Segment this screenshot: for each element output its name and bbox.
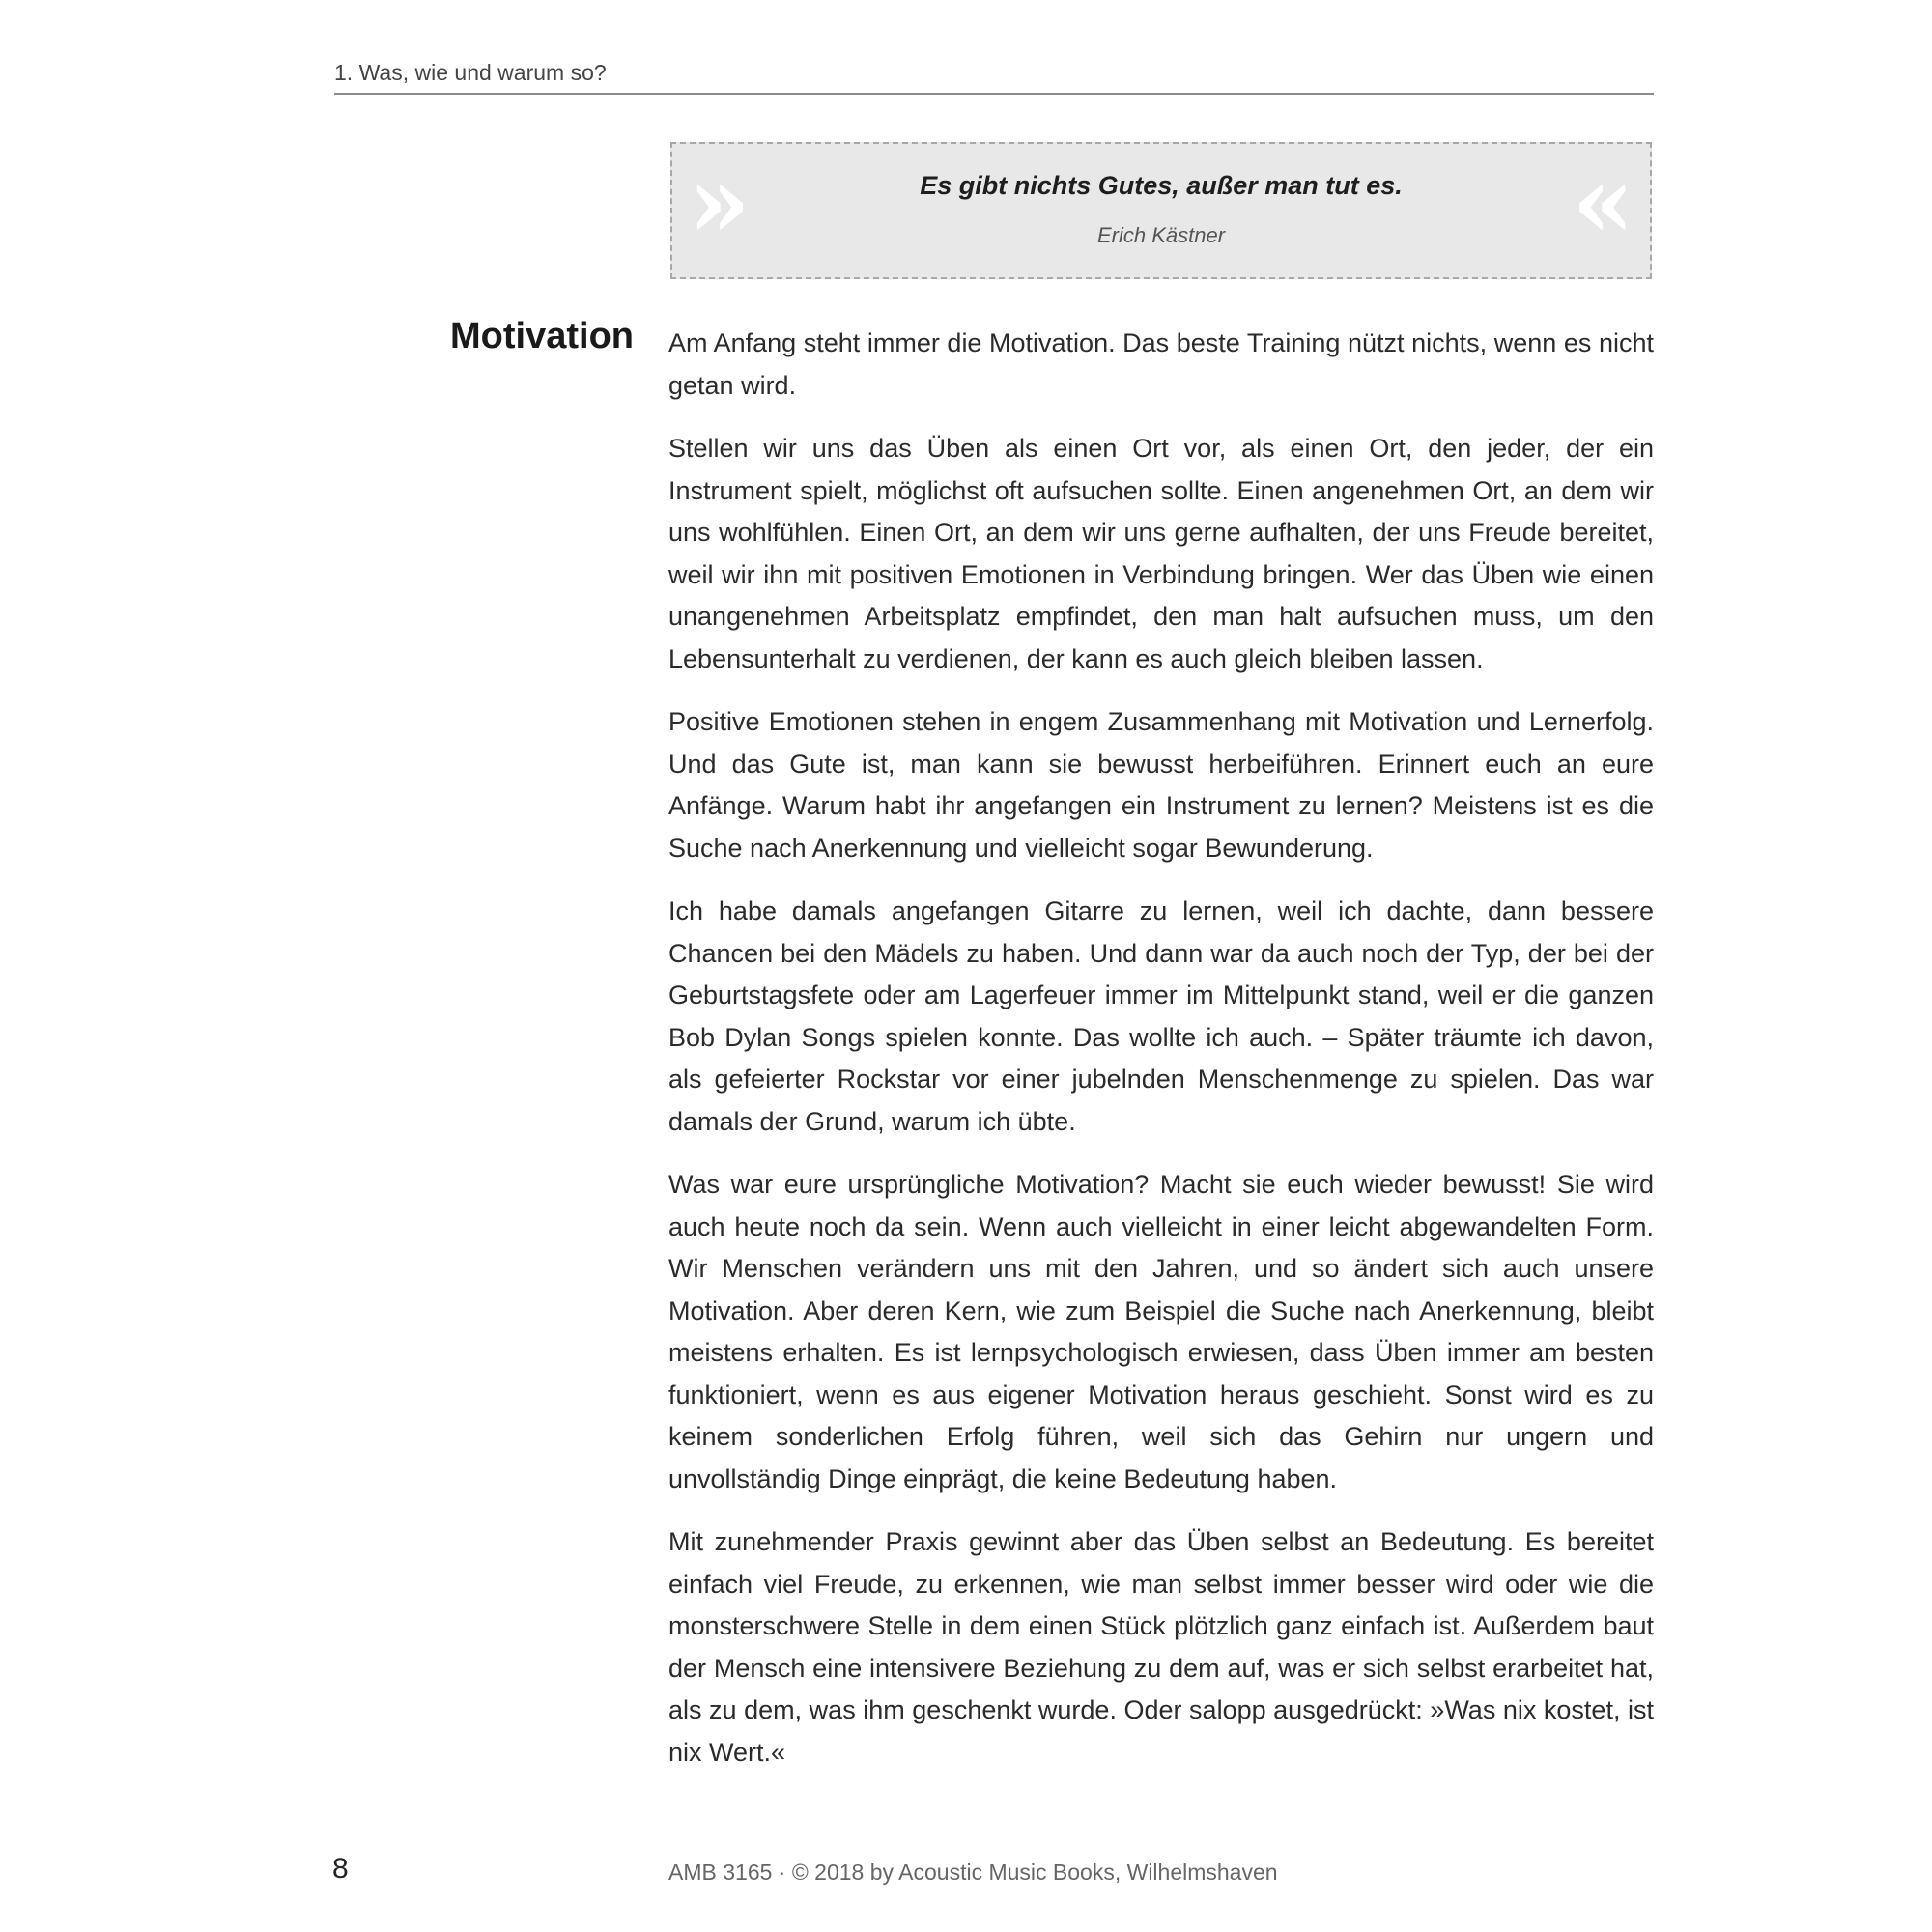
paragraph: Mit zunehmender Praxis gewinnt aber das Üben selbst an Bedeutung. Es bereitet einfach viel Freude, zu erkennen, wie man selbst immer besser wird oder wie die monsterschwere Stelle in dem einen Stück plötzlich ganz einfach ist. Außerdem baut der Mensch eine intensivere Beziehung zu dem auf, was er sich selbst erarbeitet hat, als zu dem, was ihm geschenkt wurde. Oder salopp ausgedrückt: »Was nix kostet, ist nix Wert.«	[668, 1527, 1654, 1767]
paragraph: Ich habe damals angefangen Gitarre zu lernen, weil ich dachte, dann bessere Chancen bei den Mädels zu haben. Und dann war da auch noch der Typ, der bei der Geburtstagsfete oder am Lagerfeuer immer im Mittelpunkt stand, weil er die ganzen Bob Dylan Songs spielen konnte. Das wollte ich auch. – Später träumte ich davon, als gefeierter Rockstar vor einer jubelnden Menschenmenge zu spielen. Das war damals der Grund, warum ich übte.	[668, 896, 1654, 1136]
close-guillemet-icon: «	[1572, 142, 1634, 261]
paragraph: Am Anfang steht immer die Motivation. Das beste Training nützt nichts, wenn es nicht getan wird.	[668, 328, 1654, 400]
open-guillemet-icon: »	[688, 142, 751, 261]
paragraph: Positive Emotionen stehen in engem Zusammenhang mit Motivation und Lernerfolg. Und das Gute ist, man kann sie bewusst herbeiführen. Erinnert euch an eure Anfänge. Warum habt ihr angefangen ein Instrument zu lernen? Meistens ist es die Suche nach Anerkennung und vielleicht sogar Bewunderung.	[668, 707, 1654, 863]
paragraph: Was war eure ursprüngliche Motivation? Macht sie euch wieder bewusst! Sie wird auch heute noch da sein. Wenn auch vielleicht in einer leicht abgewandelten Form. Wir Menschen verändern uns mit den Jahren, und so ändert sich auch unsere Motivation. Aber deren Kern, wie zum Beispiel die Suche nach Anerkennung, bleibt meistens erhalten. Es ist lernpsychologisch erwiesen, dass Üben immer am besten funktioniert, wenn es aus eigener Motivation heraus geschieht. Sonst wird es zu keinem sonderlichen Erfolg führen, weil sich das Gehirn nur ungern und unvollständig Dinge einprägt, die keine Bedeutung haben.	[668, 1170, 1654, 1493]
paragraph: Stellen wir uns das Üben als einen Ort vor, als einen Ort, den jeder, der ein Instrument spielt, möglichst oft aufsuchen sollte. Einen angenehmen Ort, an dem wir uns wohlfühlen. Einen Ort, an dem wir uns gerne aufhalten, der uns Freude bereitet, weil wir ihn mit positiven Emotionen in Verbindung bringen. Wer das Üben wie einen unangenehmen Arbeitsplatz empfindet, den man halt aufsuchen muss, um den Lebensunterhalt zu verdienen, der kann es auch gleich bleiben lassen.	[668, 434, 1654, 673]
page-number: 8	[332, 1853, 349, 1885]
footer-credit: AMB 3165 · © 2018 by Acoustic Music Books, Wilhelmshaven	[668, 1860, 1278, 1885]
quote-box	[670, 142, 1652, 279]
running-header	[334, 60, 1654, 95]
body-text	[668, 323, 1654, 1795]
quote-text: Es gibt nichts Gutes, außer man tut es.	[920, 171, 1403, 200]
quote-author: Erich Kästner	[1096, 223, 1226, 247]
chapter-title: 1. Was, wie und warum so?	[334, 60, 607, 85]
section-heading: Motivation	[450, 316, 634, 356]
